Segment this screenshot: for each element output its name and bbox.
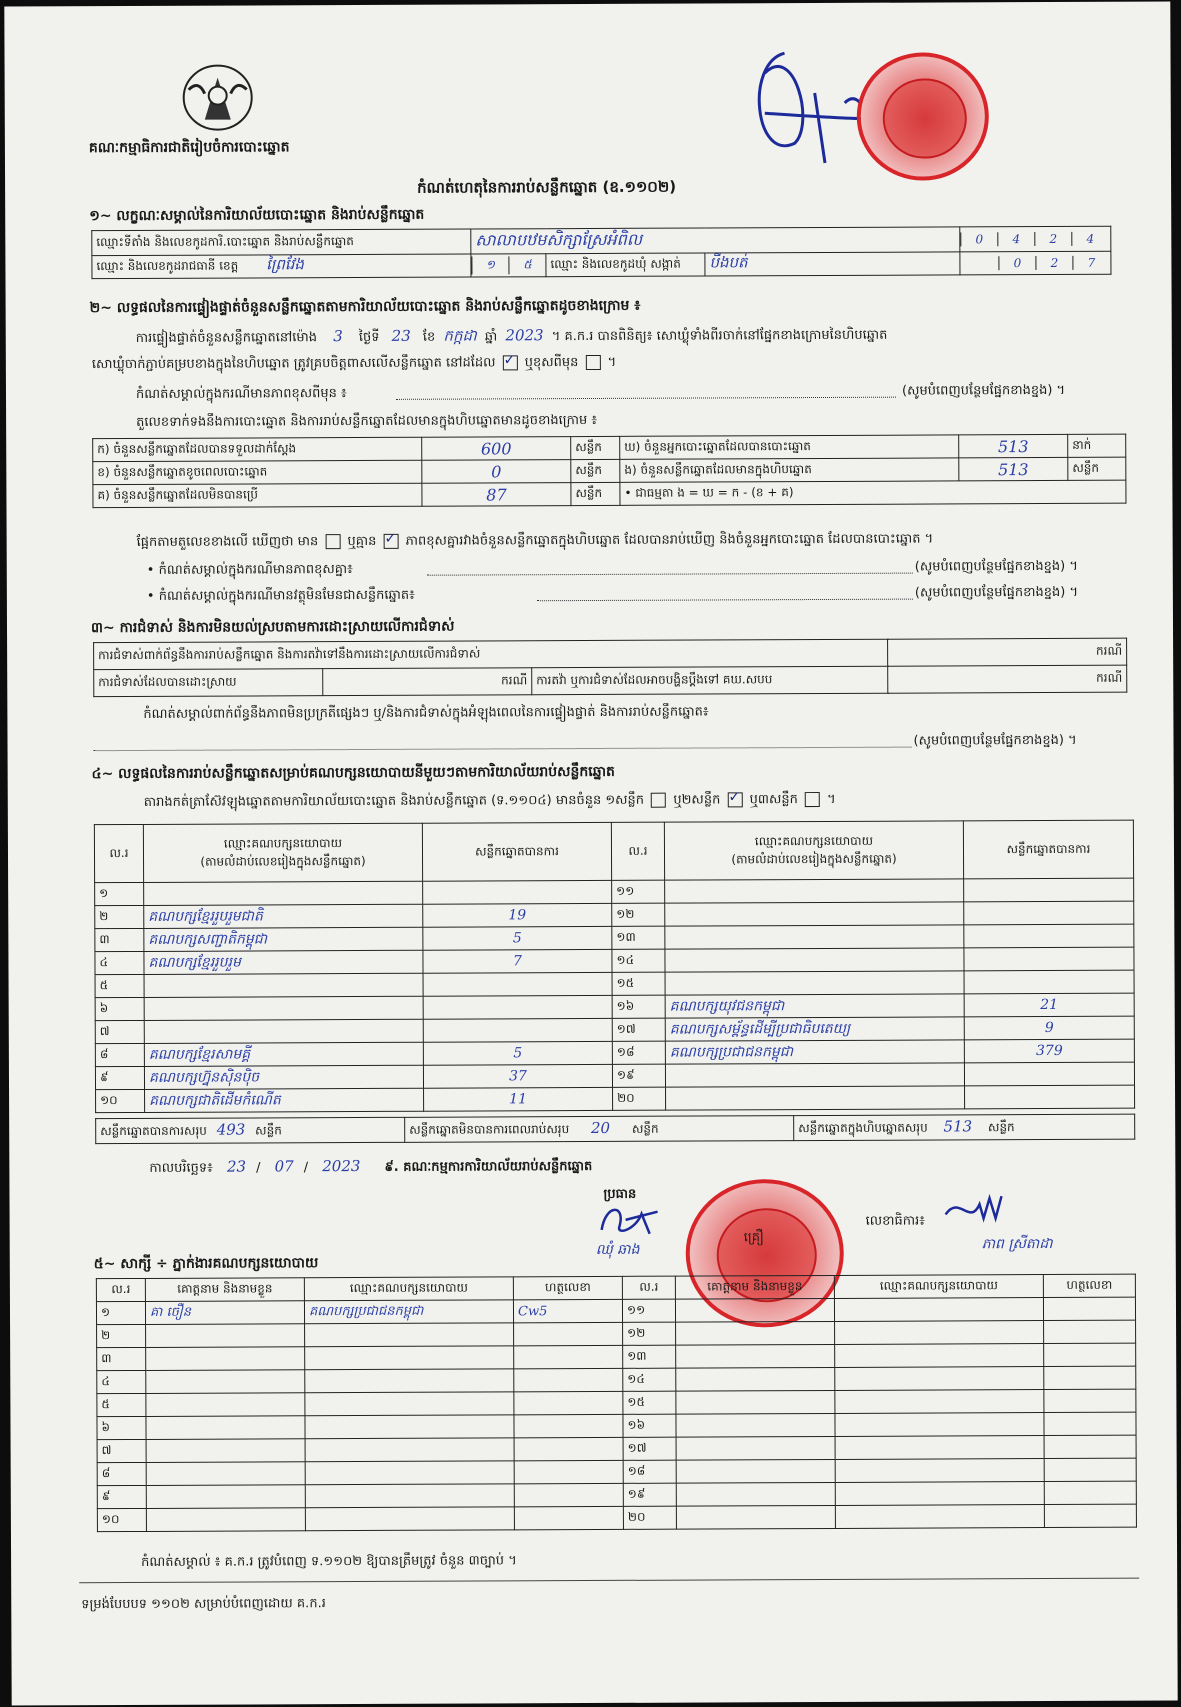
valid-votes: 11 bbox=[424, 1087, 613, 1111]
verification-line-1 bbox=[136, 325, 888, 350]
agent-signature: Cw5 bbox=[513, 1299, 622, 1322]
commune-value: បឹងបត់ bbox=[705, 252, 960, 276]
agent-party bbox=[305, 1323, 514, 1347]
location-code bbox=[960, 226, 1111, 252]
row-number: ១៣ bbox=[612, 926, 665, 949]
secretary-name: ភាព ស្រីតាដា bbox=[981, 1235, 1053, 1253]
verification-text: សោឃ្លុំចាក់ភ្ជាប់គម្របខាងក្នុងនៃហិបឆ្នោត ត្រូវគ្របចិត្តពាសលើសន្លឹកឆ្នោត នៅដដែល bbox=[91, 355, 496, 373]
col-votes: សន្លឹកឆ្នោតបានការ bbox=[422, 822, 611, 881]
row-number: ១៨ bbox=[612, 1041, 665, 1064]
difference-note-label: កំណត់សម្គាល់ក្នុងករណីមានភាពខុសពីមុន ៖ bbox=[135, 386, 347, 402]
row-number: ១៦ bbox=[612, 995, 665, 1018]
agent-party bbox=[835, 1344, 1044, 1368]
row-number: ៩ bbox=[95, 1066, 144, 1089]
two-sheets-checkbox[interactable] bbox=[727, 792, 742, 807]
president-signature bbox=[596, 1200, 666, 1240]
province-code bbox=[471, 254, 546, 277]
valid-votes: 7 bbox=[423, 949, 612, 973]
agent-name bbox=[146, 1393, 305, 1417]
agent-name bbox=[146, 1347, 305, 1371]
agent-signature bbox=[514, 1437, 623, 1460]
agent-party bbox=[835, 1390, 1044, 1414]
valid-votes bbox=[964, 901, 1134, 925]
party-name: គណបក្សខ្មែររួបរួម bbox=[144, 950, 423, 974]
discrepancy-line bbox=[137, 531, 934, 553]
row-number: ៧ bbox=[95, 1020, 144, 1043]
agent-party bbox=[305, 1369, 514, 1393]
difference-note-fill: (សូមបំពេញបន្ថែមផ្នែកខាងខ្នង) ។ bbox=[901, 382, 1066, 399]
valid-votes bbox=[964, 924, 1134, 948]
date-month: 07 bbox=[274, 1157, 294, 1176]
agent-party bbox=[835, 1413, 1044, 1437]
commune-code-digit: 0 bbox=[998, 256, 1035, 270]
foreign-object-note-line bbox=[537, 599, 913, 602]
location-code-digit: 0 bbox=[960, 232, 997, 246]
section4-title: ៤~ លទ្ធផលនៃការរាប់សន្លឹកឆ្នោតសម្រាប់គណបក្សនយោបាយនីមួយៗតាមការិយាល័យរាប់សន្លឹកឆ្នោត bbox=[91, 763, 615, 783]
form-title: កំណត់ហេតុនៃការរាប់សន្លឹកឆ្នោត (ឧ.១១០២) bbox=[417, 177, 677, 197]
secretary-label: លេខាធិការ៖ bbox=[865, 1213, 925, 1229]
verification-text: ថ្ងៃទី bbox=[358, 329, 380, 346]
agent-signature bbox=[1044, 1320, 1136, 1343]
party-name bbox=[666, 1086, 965, 1110]
verification-hour: 3 bbox=[333, 327, 343, 346]
party-name: គណបក្សជាតិដើមកំណើត bbox=[145, 1088, 424, 1112]
secretary-signature bbox=[939, 1192, 1009, 1226]
figure-label: ឃ) ចំនួនអ្នកបោះឆ្នោតដែលបានបោះឆ្នោត bbox=[620, 435, 959, 459]
party-name: គណបក្សយុវជនកម្ពុជា bbox=[665, 994, 964, 1018]
table-row bbox=[96, 1085, 1135, 1113]
row-number: ៨ bbox=[95, 1043, 144, 1066]
figure-value: 0 bbox=[422, 460, 571, 484]
col-party bbox=[664, 821, 963, 880]
discrepancy-no-checkbox[interactable] bbox=[383, 534, 398, 549]
agent-name bbox=[675, 1298, 834, 1322]
row-number: ១៩ bbox=[623, 1483, 676, 1506]
agent-name bbox=[676, 1436, 835, 1460]
president-name: ឈុំ ឆាង bbox=[595, 1241, 640, 1258]
row-number: ១០ bbox=[96, 1089, 145, 1112]
agent-signature bbox=[514, 1345, 623, 1368]
row-number: ១៣ bbox=[623, 1345, 676, 1368]
section1-title: ១~ លក្ខណៈសម្គាល់នៃការិយាល័យបោះឆ្នោត និងរាប់សន្លឹកឆ្នោត bbox=[89, 206, 425, 225]
commune-label: ឈ្មោះ និងលេខកូដឃុំ សង្កាត់ bbox=[546, 253, 705, 277]
agent-name bbox=[146, 1324, 305, 1348]
party-name bbox=[665, 879, 964, 903]
section2-title: ២~ លទ្ធផលនៃការផ្ទៀងផ្ទាត់ចំនួនសន្លឹកឆ្នោតតាមការិយាល័យបោះឆ្នោត និងរាប់សន្លឹកឆ្នោតដូចខាងក្រោម ៖ bbox=[89, 297, 641, 317]
verification-line-2: សោឃ្លុំចាក់ភ្ជាប់គម្របខាងក្នុងនៃហិបឆ្នោត ត្រូវគ្របចិត្តពាសលើសន្លឹកឆ្នោត នៅដដែល ✓ ឬខុសពីមុន ។ bbox=[92, 354, 616, 375]
row-number: ១២ bbox=[623, 1322, 676, 1345]
objection-label: ការជំទាស់ពាក់ព័ន្ធនឹងការរាប់សន្លឹកឆ្នោត និងការតវ៉ាទៅនឹងការដោះស្រាយលើការជំទាស់ bbox=[94, 639, 888, 669]
col-party: ឈ្មោះគណបក្សនយោបាយ bbox=[834, 1275, 1043, 1299]
valid-votes: 37 bbox=[423, 1064, 612, 1088]
valid-votes bbox=[423, 972, 612, 996]
agent-party bbox=[305, 1461, 514, 1485]
same-as-before-checkbox[interactable] bbox=[503, 355, 518, 370]
agent-signature bbox=[1044, 1458, 1136, 1481]
row-number: ១១ bbox=[622, 1299, 675, 1322]
location-value: សាលាបឋមសិក្សាស្រែអំពិល bbox=[471, 227, 960, 254]
figure-formula: • ជាធម្មតា ង = ឃ = ក - (ខ + គ) bbox=[620, 480, 1126, 505]
col-no: ល.រ bbox=[611, 822, 664, 880]
objections-table bbox=[93, 638, 1127, 698]
party-agents-table bbox=[96, 1274, 1137, 1533]
row-number: ៩ bbox=[97, 1485, 146, 1508]
party-name bbox=[665, 925, 964, 949]
date-day: 23 bbox=[226, 1157, 247, 1176]
col-party: ឈ្មោះគណបក្សនយោបាយ bbox=[304, 1277, 513, 1301]
total-box-label: សន្លឹកឆ្នោតក្នុងហិបឆ្នោតសរុប bbox=[798, 1120, 928, 1136]
valid-votes: 21 bbox=[964, 993, 1134, 1017]
valid-votes: 379 bbox=[964, 1039, 1134, 1063]
agent-name bbox=[676, 1459, 835, 1483]
figure-label: គ) ចំនួនសន្លឹកឆ្នោតដែលមិនបានប្រើ bbox=[93, 483, 422, 507]
party-name bbox=[144, 881, 423, 905]
agent-party bbox=[305, 1346, 514, 1370]
agent-party bbox=[835, 1436, 1044, 1460]
row-number: ៣ bbox=[95, 928, 144, 951]
party-name: គណបក្សខ្មែរសាមគ្គី bbox=[144, 1042, 423, 1066]
agent-party bbox=[835, 1505, 1044, 1529]
verification-text: ការផ្ទៀងផ្ទាត់ចំនួនសន្លឹកឆ្នោតនៅម៉ោង bbox=[135, 330, 318, 346]
row-number: ១០ bbox=[97, 1508, 146, 1531]
row-number: ១ bbox=[95, 882, 144, 905]
total-box-value: 513 bbox=[943, 1117, 973, 1136]
figure-value: 513 bbox=[959, 457, 1068, 480]
verification-text: ។ គ.ក.រ បានពិនិត្យ៖ សោឃ្លុំទាំងពីរចាក់នៅផ្នែកខាងក្រោមនៃហិបឆ្នោត bbox=[551, 327, 888, 345]
foreign-object-note-fill: (សូមបំពេញបន្ថែមផ្នែកខាងខ្នង) ។ bbox=[914, 584, 1079, 601]
col-party-subtitle: (តាមលំដាប់លេខរៀងក្នុងសន្លឹកឆ្នោត) bbox=[731, 851, 897, 866]
irregularity-note-fill: (សូមបំពេញបន្ថែមផ្នែកខាងខ្នង) ។ bbox=[913, 732, 1077, 749]
agent-party bbox=[835, 1321, 1044, 1345]
appealable-objection-label: ការតវ៉ា ឬការជំទាស់ដែលអាចបង្ហិនប្តឹងទៅ គឃ.សបប bbox=[532, 666, 888, 695]
col-no: ល.រ bbox=[622, 1276, 675, 1299]
discrepancy-text: ផ្អែកតាមតួលេខខាងលើ ឃើញថា មាន bbox=[136, 534, 319, 550]
agent-name bbox=[146, 1508, 305, 1532]
total-box-unit: សន្លឹក bbox=[987, 1120, 1015, 1135]
agent-party bbox=[835, 1367, 1044, 1391]
party-name bbox=[144, 996, 423, 1020]
row-number: ១១ bbox=[612, 880, 665, 903]
commission-title: ៩. គណៈកម្មការការិយាល័យរាប់សន្លឹកឆ្នោត bbox=[384, 1158, 593, 1175]
agent-name bbox=[676, 1367, 835, 1391]
location-code-digit: 4 bbox=[997, 232, 1034, 246]
ballot-figures-intro: តួលេខទាក់ទងនឹងការបោះឆ្នោត និងការរាប់សន្លឹកឆ្នោតដែលមានក្នុងហិបឆ្នោតមានដូចខាងក្រោម ៖ bbox=[136, 412, 598, 430]
section5-title: ៥~ សាក្សី ÷ ភ្នាក់ងារគណបក្សនយោបាយ bbox=[93, 1255, 319, 1273]
party-name bbox=[144, 973, 423, 997]
agent-signature bbox=[514, 1391, 623, 1414]
tally-sheet-text: តារាងកត់ត្រាស៊ែវឡុងឆ្នោតតាមការិយាល័យបោះឆ្នោត និងរាប់សន្លឹកឆ្នោត (ទ.១១០៤) មានចំនួន ១សន្លឹក bbox=[143, 792, 645, 810]
agent-party bbox=[835, 1459, 1044, 1483]
resolved-objection-label: ការជំទាស់ដែលបានដោះស្រាយ bbox=[94, 669, 323, 697]
row-number: ១៦ bbox=[623, 1414, 676, 1437]
figure-value: 513 bbox=[959, 434, 1068, 457]
col-party-title: ឈ្មោះគណបក្សនយោបាយ bbox=[754, 833, 874, 848]
foreign-object-note-label: • កំណត់សម្គាល់ក្នុងករណីមានវត្ថុមិនមែនជាសន្លឹកឆ្នោត៖ bbox=[146, 587, 415, 604]
col-no: ល.រ bbox=[96, 1278, 145, 1301]
party-results-table bbox=[94, 820, 1135, 1114]
agent-name bbox=[676, 1505, 835, 1529]
verification-day: 23 bbox=[391, 326, 411, 345]
agent-name bbox=[146, 1462, 305, 1486]
figure-unit: សន្លឹក bbox=[571, 482, 620, 505]
valid-votes: 5 bbox=[423, 1041, 612, 1065]
row-number: ១៤ bbox=[612, 949, 665, 972]
row-number: ៧ bbox=[97, 1439, 146, 1462]
party-name: គណបក្សប្រជាជនកម្ពុជា bbox=[665, 1040, 964, 1064]
row-number: ១៧ bbox=[623, 1437, 676, 1460]
row-number: ៤ bbox=[95, 951, 144, 974]
commune-code-digit: 2 bbox=[1035, 256, 1072, 270]
date-line: កាលបរិច្ឆេទ៖ 23 / 07 / 2023 ៩. គណៈកម្មការការិយាល័យរាប់សន្លឹកឆ្នោត bbox=[149, 1157, 593, 1176]
col-party-title: ឈ្មោះគណបក្សនយោបាយ bbox=[223, 835, 343, 851]
col-votes: សន្លឹកឆ្នោតបានការ bbox=[963, 820, 1133, 879]
valid-votes: 5 bbox=[423, 926, 612, 950]
province-label: ឈ្មោះ និងលេខកូដរាជធានី ខេត្ត bbox=[96, 258, 239, 274]
agent-party bbox=[305, 1415, 514, 1439]
figure-unit: នាក់ bbox=[1068, 434, 1126, 457]
row-number: ៨ bbox=[97, 1462, 146, 1485]
row-number: ៣ bbox=[97, 1347, 146, 1370]
row-number: ៤ bbox=[97, 1370, 146, 1393]
party-name bbox=[144, 1019, 423, 1043]
row-number: ១៥ bbox=[612, 972, 665, 995]
party-name bbox=[665, 971, 964, 995]
discrepancy-text: ភាពខុសគ្នារវាងចំនួនសន្លឹកឆ្នោតក្នុងហិបឆ្នោត ដែលបានរាប់ឃើញ និងចំនួនអ្នកបោះឆ្នោត ដែលបានបោះឆ្នោត ។ bbox=[405, 531, 934, 549]
verification-text: ខែ bbox=[422, 329, 436, 345]
location-table bbox=[91, 226, 1111, 279]
appealable-objection-unit: ករណី bbox=[888, 665, 1127, 693]
agent-party: គណបក្សប្រជាជនកម្ពុជា bbox=[304, 1300, 513, 1324]
irregularity-note-line bbox=[94, 747, 912, 752]
objection-unit: ករណី bbox=[888, 638, 1127, 666]
agent-signature bbox=[1043, 1297, 1135, 1320]
party-name: គណបក្សហ្វ៊ុនស៊ិនប៉ិច bbox=[144, 1065, 423, 1089]
location-label: ឈ្មោះទីតាំង និងលេខកូដការិ.បោះឆ្នោត និងរាប់សន្លឹកឆ្នោត bbox=[92, 229, 471, 256]
total-valid-value: 493 bbox=[216, 1120, 246, 1139]
location-code-digit: 2 bbox=[1034, 232, 1071, 246]
agent-name bbox=[146, 1370, 305, 1394]
party-name: គណបក្សខ្មែររួបរួមជាតិ bbox=[144, 904, 423, 928]
agent-signature bbox=[514, 1368, 623, 1391]
agent-signature bbox=[1044, 1504, 1136, 1527]
col-party-subtitle: (តាមលំដាប់លេខរៀងក្នុងសន្លឹកឆ្នោត) bbox=[200, 853, 366, 869]
row-number: ១២ bbox=[612, 903, 665, 926]
agent-name: គា ចឿន bbox=[145, 1301, 304, 1325]
row-number: ១៨ bbox=[623, 1460, 676, 1483]
nec-emblem-icon bbox=[175, 59, 261, 131]
party-name bbox=[665, 1063, 964, 1087]
province-value: ព្រៃវែង bbox=[266, 255, 304, 274]
row-number: ៥ bbox=[95, 974, 144, 997]
form-reference: ទម្រង់បែបបទ ១១០២ សម្រាប់បំពេញដោយ គ.ក.រ bbox=[81, 1596, 326, 1613]
one-sheet-checkbox[interactable] bbox=[651, 793, 666, 808]
committee-name: គណៈកម្មាធិការជាតិរៀបចំការបោះឆ្នោត bbox=[88, 139, 290, 157]
col-no: ល.រ bbox=[94, 824, 143, 882]
valid-votes: 19 bbox=[423, 903, 612, 927]
agent-name bbox=[676, 1413, 835, 1437]
total-invalid-unit: សន្លឹក bbox=[631, 1121, 659, 1136]
agent-signature bbox=[1044, 1481, 1136, 1504]
agent-signature bbox=[1044, 1389, 1136, 1412]
figure-value: 600 bbox=[422, 437, 571, 461]
date-label: កាលបរិច្ឆេទ៖ bbox=[149, 1160, 213, 1176]
party-name: គណបក្សសម្ព័ន្ធដើម្បីប្រជាធិបតេយ្យ bbox=[665, 1017, 964, 1041]
total-valid-unit: សន្លឹក bbox=[255, 1123, 282, 1138]
member-label: គ្រឿ bbox=[743, 1230, 764, 1246]
official-stamp-top bbox=[857, 52, 990, 181]
difference-note-line bbox=[396, 397, 896, 400]
figure-value: 87 bbox=[422, 483, 571, 507]
valid-votes bbox=[423, 995, 612, 1019]
different-checkbox[interactable] bbox=[585, 355, 600, 370]
three-sheets-checkbox[interactable] bbox=[805, 792, 820, 807]
footer-divider bbox=[79, 1578, 1139, 1584]
party-name bbox=[665, 948, 964, 972]
totals-table bbox=[95, 1114, 1135, 1145]
total-invalid-cell bbox=[405, 1116, 794, 1143]
figure-label: ខ) ចំនួនសន្លឹកឆ្នោតខូចពេលបោះឆ្នោត bbox=[93, 460, 422, 484]
agent-signature bbox=[1044, 1343, 1136, 1366]
figure-unit: សន្លឹក bbox=[571, 436, 620, 459]
row-number: ១៤ bbox=[623, 1368, 676, 1391]
valid-votes bbox=[423, 1018, 612, 1042]
figure-label: ក) ចំនួនសន្លឹកឆ្នោតដែលបានទទួលដាក់ស្តែង bbox=[93, 437, 422, 461]
discrepancy-yes-checkbox[interactable] bbox=[325, 534, 340, 549]
commune-code bbox=[960, 251, 1111, 275]
col-signature: ហត្ថលេខា bbox=[1043, 1274, 1135, 1297]
agent-party bbox=[305, 1507, 514, 1531]
agent-party bbox=[835, 1482, 1044, 1506]
resolved-objection-unit: ករណី bbox=[323, 668, 532, 696]
col-name: គោត្តនាម និងនាមខ្លួន bbox=[675, 1275, 834, 1299]
valid-votes bbox=[964, 947, 1134, 971]
row-number: ៦ bbox=[97, 1416, 146, 1439]
discrepancy-text: ឬគ្មាន bbox=[347, 533, 377, 550]
agent-signature bbox=[514, 1322, 623, 1345]
agent-signature bbox=[1044, 1435, 1136, 1458]
col-name: គោត្តនាម និងនាមខ្លួន bbox=[145, 1278, 304, 1302]
tally-sheet-text: ឬ៣សន្លឹក bbox=[749, 792, 798, 808]
agent-signature bbox=[514, 1483, 623, 1506]
row-number: ១៩ bbox=[612, 1064, 665, 1087]
date-year: 2023 bbox=[322, 1157, 361, 1176]
agent-name bbox=[676, 1390, 835, 1414]
valid-votes bbox=[965, 1085, 1135, 1109]
verification-text: ឆ្នាំ bbox=[484, 329, 498, 345]
agent-name bbox=[146, 1439, 305, 1463]
tally-sheet-text: ។ bbox=[827, 791, 836, 807]
row-number: ៦ bbox=[95, 997, 144, 1020]
row-number: ១៥ bbox=[623, 1391, 676, 1414]
agent-name bbox=[146, 1485, 305, 1509]
agent-party bbox=[834, 1298, 1043, 1322]
section3-title: ៣~ ការជំទាស់ និងការមិនយល់ស្របតាមការដោះស្រាយលើការជំទាស់ bbox=[90, 618, 455, 637]
ballot-count-form bbox=[4, 1, 1177, 1705]
agent-signature bbox=[514, 1414, 623, 1437]
agent-name bbox=[676, 1321, 835, 1345]
discrepancy-note-line bbox=[427, 573, 913, 576]
valid-votes bbox=[964, 878, 1134, 902]
president-title: ប្រធាន bbox=[603, 1186, 637, 1202]
ballot-figures-table bbox=[92, 434, 1126, 509]
agent-signature bbox=[1044, 1412, 1136, 1435]
total-valid-label: សន្លឹកឆ្នោតបានការសរុប bbox=[100, 1123, 207, 1139]
tally-sheet-text: ឬ២សន្លឹក bbox=[673, 792, 721, 808]
valid-votes bbox=[964, 1062, 1134, 1086]
location-code-digit: 4 bbox=[1071, 232, 1108, 246]
discrepancy-note-label: • កំណត់សម្គាល់ក្នុងករណីមានភាពខុសគ្នា៖ bbox=[146, 562, 353, 578]
party-name bbox=[665, 902, 964, 926]
row-number: ២ bbox=[95, 905, 144, 928]
tally-sheet-line bbox=[144, 791, 836, 813]
agent-name bbox=[676, 1482, 835, 1506]
col-party bbox=[143, 823, 422, 882]
footer-note: កំណត់សម្គាល់ ៖ គ.ក.រ ត្រូវបំពេញ ទ.១១០២ ឱ្យបានត្រឹមត្រូវ ចំនួន ៣ច្បាប់ ។ bbox=[141, 1553, 517, 1570]
table-row bbox=[97, 1504, 1136, 1532]
agent-signature bbox=[514, 1460, 623, 1483]
figure-label: ង) ចំនួនសន្លឹកឆ្នោតដែលមានក្នុងហិបឆ្នោត bbox=[620, 458, 959, 482]
total-invalid-label: សន្លឹកឆ្នោតមិនបានការពេលរាប់សរុប bbox=[409, 1122, 570, 1137]
province-code-digit: ៥ bbox=[508, 256, 545, 274]
valid-votes bbox=[964, 970, 1134, 994]
commune-code-digit: 7 bbox=[1072, 256, 1109, 270]
row-number: ២០ bbox=[623, 1506, 676, 1529]
agent-signature bbox=[1044, 1366, 1136, 1389]
province-code-digit: ១ bbox=[471, 256, 508, 274]
row-number: ១ bbox=[96, 1301, 145, 1324]
verification-year: 2023 bbox=[505, 326, 544, 345]
agent-signature bbox=[514, 1506, 623, 1529]
total-invalid-value: 20 bbox=[590, 1118, 611, 1138]
agent-name bbox=[146, 1416, 305, 1440]
agent-party bbox=[305, 1484, 514, 1508]
figure-unit: សន្លឹក bbox=[1068, 457, 1126, 480]
row-number: ២ bbox=[97, 1324, 146, 1347]
row-number: ១៧ bbox=[612, 1018, 665, 1041]
irregularity-note-label: កំណត់សម្គាល់ពាក់ព័ន្ធនឹងភាពមិនប្រក្រតីផ្សេងៗ ឬ/និងការជំទាស់ក្នុងអំឡុងពេលនៃការផ្ទៀងផ្ទាត់ និងការរាប់សន្លឹកឆ្នោត៖ bbox=[143, 704, 709, 722]
valid-votes bbox=[423, 880, 612, 904]
row-number: ២០ bbox=[613, 1087, 666, 1110]
total-valid-cell bbox=[96, 1117, 405, 1143]
agent-name bbox=[676, 1344, 835, 1368]
discrepancy-note-fill: (សូមបំពេញបន្ថែមផ្នែកខាងខ្នង) ។ bbox=[914, 558, 1078, 575]
col-signature: ហត្ថលេខា bbox=[513, 1276, 622, 1299]
total-box-cell bbox=[794, 1114, 1135, 1140]
figure-unit: សន្លឹក bbox=[571, 459, 620, 482]
party-name: គណបក្សសញ្ជាតិកម្ពុជា bbox=[144, 927, 423, 951]
row-number: ៥ bbox=[97, 1393, 146, 1416]
verification-month: កក្កដា bbox=[443, 326, 477, 345]
agent-party bbox=[305, 1438, 514, 1462]
verification-text: ឬខុសពីមុន bbox=[524, 355, 579, 371]
agent-party bbox=[305, 1392, 514, 1416]
valid-votes: 9 bbox=[964, 1016, 1134, 1040]
